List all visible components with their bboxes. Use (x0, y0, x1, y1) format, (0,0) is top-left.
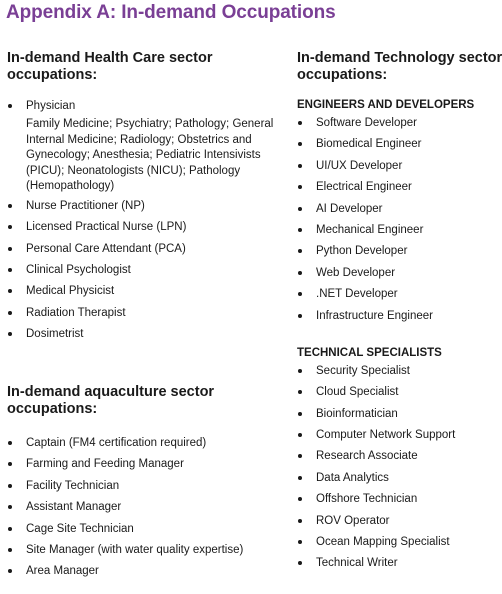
list-item-label: Cloud Specialist (316, 386, 399, 399)
aquaculture-heading-line2: occupations: (7, 401, 98, 417)
list-item (297, 428, 497, 449)
list-item-label: Electrical Engineer (316, 181, 412, 194)
list-item (297, 449, 497, 470)
list-item-label: UI/UX Developer (316, 159, 403, 172)
list-item-label: Farming and Feeding Manager (26, 458, 184, 471)
list-item (7, 436, 292, 457)
list-item (7, 500, 292, 521)
list-item-label: Security Specialist (316, 364, 410, 377)
bullet-icon (8, 332, 12, 336)
bullet-icon (8, 505, 12, 509)
list-item (7, 522, 292, 543)
health-list-more (7, 199, 292, 349)
list-item (297, 471, 497, 492)
list-item-label: Area Manager (26, 565, 99, 578)
list-item (7, 306, 292, 327)
bullet-icon (298, 519, 302, 523)
list-item (297, 159, 497, 180)
aquaculture-heading (7, 384, 292, 418)
bullet-icon (8, 204, 12, 208)
list-item-label: Data Analytics (316, 471, 389, 484)
bullet-icon (8, 484, 12, 488)
health-section (7, 50, 292, 349)
bullet-icon (8, 289, 12, 293)
engineers-heading: ENGINEERS AND DEVELOPERS (297, 99, 475, 111)
list-item-label: Assistant Manager (26, 501, 122, 514)
list-item-label: Radiation Therapist (26, 306, 126, 319)
list-item (297, 556, 497, 577)
list-item-label: Web Developer (316, 266, 396, 279)
list-item (7, 479, 292, 500)
list-item-label: Site Manager (with water quality expertise) (26, 543, 244, 556)
list-item-label: Clinical Psychologist (26, 264, 131, 277)
aquaculture-list (7, 436, 292, 586)
specialists-list (297, 364, 497, 578)
bullet-icon (298, 271, 302, 275)
bullet-icon (298, 476, 302, 480)
list-item-label: Medical Physicist (26, 285, 115, 298)
specialists-heading: TECHNICAL SPECIALISTS (297, 346, 442, 359)
health-heading (7, 50, 292, 84)
bullet-icon (298, 228, 302, 232)
technology-heading-line2: occupations: (297, 67, 388, 83)
bullet-icon (298, 497, 302, 501)
list-item (297, 202, 497, 223)
list-item-label: Physician (26, 100, 76, 112)
list-item-label: Personal Care Attendant (PCA) (26, 242, 186, 255)
bullet-icon (298, 164, 302, 168)
list-item (297, 514, 497, 535)
bullet-icon (298, 412, 302, 416)
physician-specialties: Family Medicine; Psychiatry; Pathology; General Internal Medicine; Radiology; Obstetrics and Gynecology; Anesthesia; Pediatric Intensivists (PICU); Neonatologists (NICU); Pathology (Hemopathology) (26, 118, 274, 193)
list-item (297, 309, 497, 330)
technology-heading (297, 50, 502, 84)
list-item-label: Captain (FM4 certification required) (26, 437, 207, 449)
bullet-icon (8, 311, 12, 315)
page-title: Appendix A: In-demand Occupations (6, 2, 336, 23)
list-item (297, 535, 497, 556)
list-item-label: Technical Writer (316, 557, 398, 570)
list-item (297, 364, 497, 385)
list-item-label: Cage Site Technician (26, 522, 134, 535)
list-item-label: ROV Operator (316, 514, 390, 527)
bullet-icon (298, 314, 302, 318)
bullet-icon (298, 121, 302, 125)
list-item (7, 457, 292, 478)
health-list (7, 99, 292, 120)
list-item-label: Facility Technician (26, 479, 120, 492)
list-item (7, 564, 292, 585)
list-item (7, 543, 292, 564)
list-item (297, 287, 497, 308)
list-item-label: Offshore Technician (316, 493, 418, 506)
technology-section (297, 50, 502, 578)
list-item (7, 284, 292, 305)
list-item (7, 327, 292, 348)
list-item-label: Software Developer (316, 117, 417, 129)
list-item-label: Ocean Mapping Specialist (316, 536, 450, 549)
list-item-label: Nurse Practitioner (NP) (26, 199, 145, 212)
list-item (297, 407, 497, 428)
health-heading-line1: In-demand Health Care sector (7, 50, 213, 66)
list-item (7, 99, 292, 120)
health-heading-line2: occupations: (7, 67, 98, 83)
bullet-icon (8, 104, 12, 108)
aquaculture-section (7, 384, 292, 586)
list-item-label: .NET Developer (316, 288, 398, 301)
bullet-icon (8, 225, 12, 229)
list-item (297, 116, 497, 137)
bullet-icon (298, 561, 302, 565)
list-item (7, 220, 292, 241)
bullet-icon (298, 142, 302, 146)
bullet-icon (298, 207, 302, 211)
list-item (297, 385, 497, 406)
list-item-label: Infrastructure Engineer (316, 309, 433, 322)
bullet-icon (298, 249, 302, 253)
list-item (297, 137, 497, 158)
bullet-icon (8, 527, 12, 531)
bullet-icon (298, 185, 302, 189)
list-item-label: Dosimetrist (26, 328, 84, 341)
bullet-icon (298, 369, 302, 373)
list-item (7, 199, 292, 220)
list-item-label: Python Developer (316, 245, 408, 258)
bullet-icon (298, 292, 302, 296)
bullet-icon (8, 548, 12, 552)
list-item (297, 244, 497, 265)
list-item (7, 242, 292, 263)
bullet-icon (298, 390, 302, 394)
list-item-label: Mechanical Engineer (316, 223, 424, 236)
list-item (297, 223, 497, 244)
list-item-label: Computer Network Support (316, 429, 456, 442)
list-item (297, 492, 497, 513)
bullet-icon (8, 441, 12, 445)
bullet-icon (298, 540, 302, 544)
technology-heading-line1: In-demand Technology sector (297, 50, 502, 66)
list-item-label: AI Developer (316, 202, 383, 215)
bullet-icon (8, 268, 12, 272)
list-item-label: Bioinformatician (316, 407, 398, 420)
bullet-icon (8, 462, 12, 466)
list-item (297, 266, 497, 287)
list-item-label: Research Associate (316, 450, 418, 463)
list-item-label: Licensed Practical Nurse (LPN) (26, 221, 187, 234)
list-item-label: Biomedical Engineer (316, 138, 422, 151)
list-item (297, 180, 497, 201)
aquaculture-heading-line1: In-demand aquaculture sector (7, 384, 215, 400)
bullet-icon (298, 433, 302, 437)
bullet-icon (8, 569, 12, 573)
bullet-icon (298, 454, 302, 458)
bullet-icon (8, 247, 12, 251)
list-item (7, 263, 292, 284)
engineers-list (297, 116, 497, 330)
